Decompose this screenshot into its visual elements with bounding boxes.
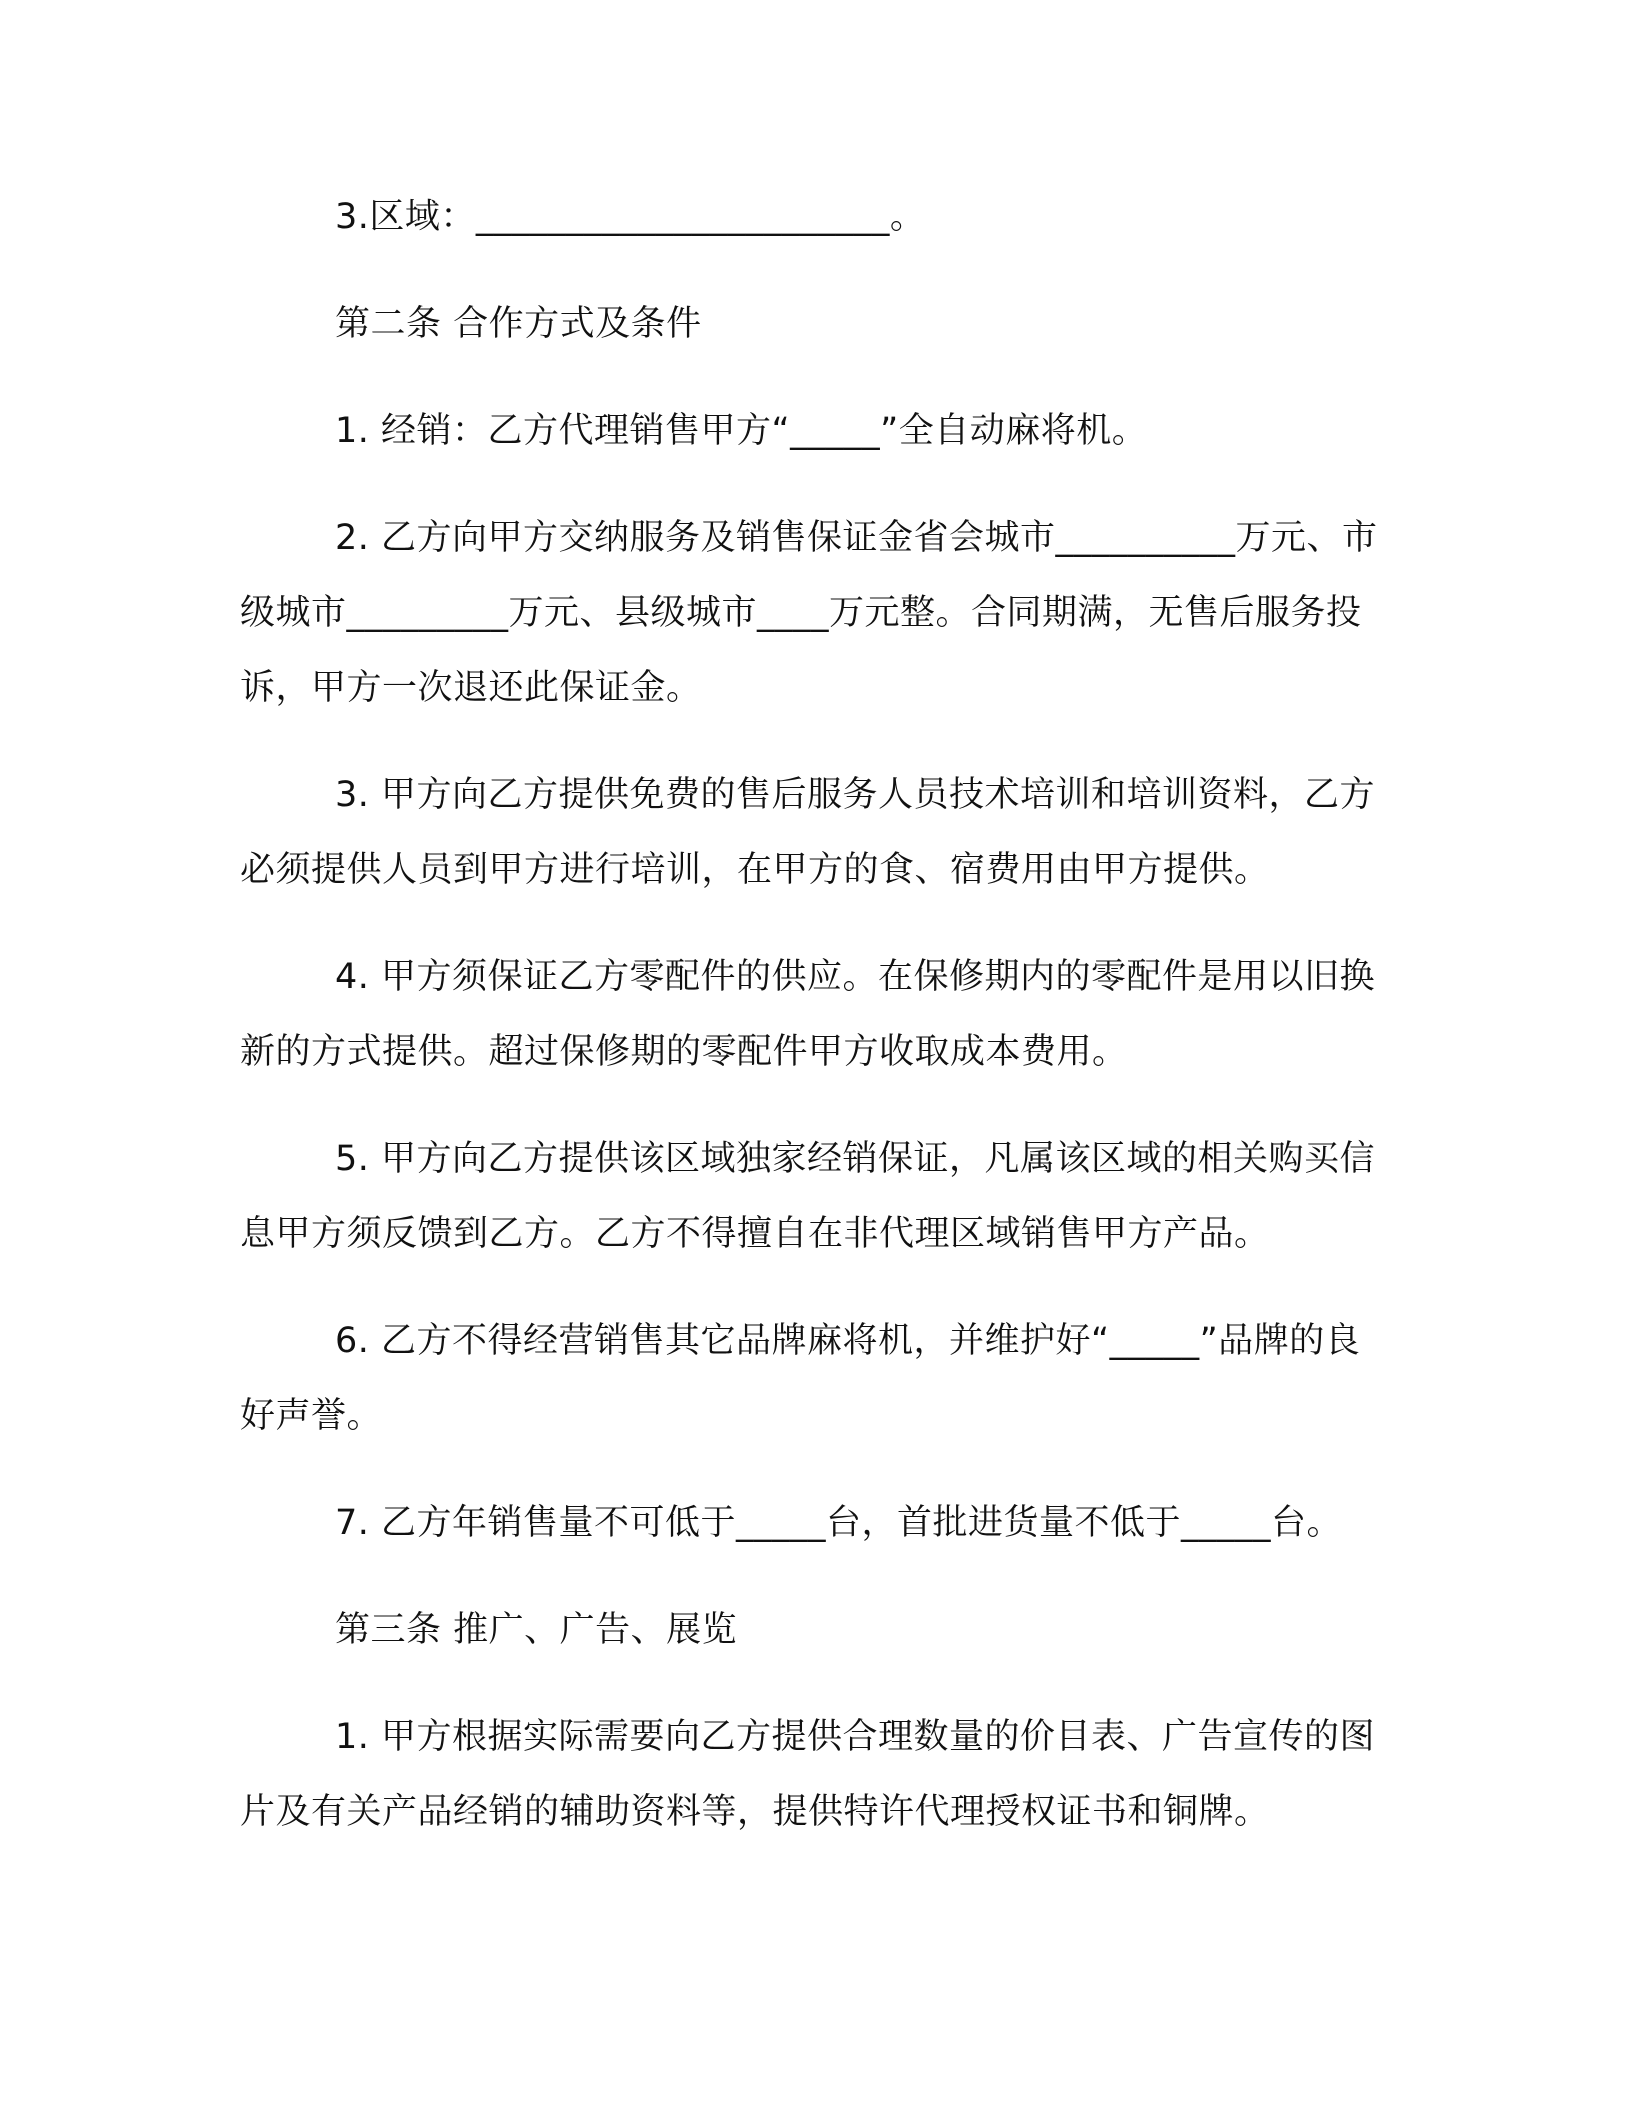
clause-2-7: 7. 乙方年销售量不可低于_____台，首批进货量不低于_____台。 (335, 1503, 1343, 1543)
clause-2-6: 6. 乙方不得经营销售其它品牌麻将机，并维护好“_____”品牌的良好声誉。 (240, 1321, 1361, 1436)
clause-2-4: 4. 甲方须保证乙方零配件的供应。在保修期内的零配件是用以旧换新的方式提供。超过保修期的零配件甲方收取成本费用。 (240, 957, 1376, 1072)
article-two-heading: 第二条 合作方式及条件 (335, 304, 702, 344)
clause-3-1: 1. 甲方根据实际需要向乙方提供合理数量的价目表、广告宣传的图片及有关产品经销的辅助资料等，提供特许代理授权证书和铜牌。 (240, 1717, 1376, 1832)
clause-2-3: 3. 甲方向乙方提供免费的售后服务人员技术培训和培训资料，乙方必须提供人员到甲方进行培训，在甲方的食、宿费用由甲方提供。 (240, 775, 1376, 890)
clause-2-5: 5. 甲方向乙方提供该区域独家经销保证，凡属该区域的相关购买信息甲方须反馈到乙方。乙方不得擅自在非代理区域销售甲方产品。 (240, 1139, 1376, 1254)
document-page (240, 180, 1390, 1882)
clause-2-2: 2. 乙方向甲方交纳服务及销售保证金省会城市__________万元、市级城市_________万元、县级城市____万元整。合同期满，无售后服务投诉，甲方一次退还此保证金。 (240, 518, 1378, 708)
article-three-heading: 第三条 推广、广告、展览 (335, 1610, 738, 1650)
clause-region: 3.区域：_______________________。 (335, 197, 926, 237)
clause-2-1: 1. 经销：乙方代理销售甲方“_____”全自动麻将机。 (335, 411, 1148, 451)
